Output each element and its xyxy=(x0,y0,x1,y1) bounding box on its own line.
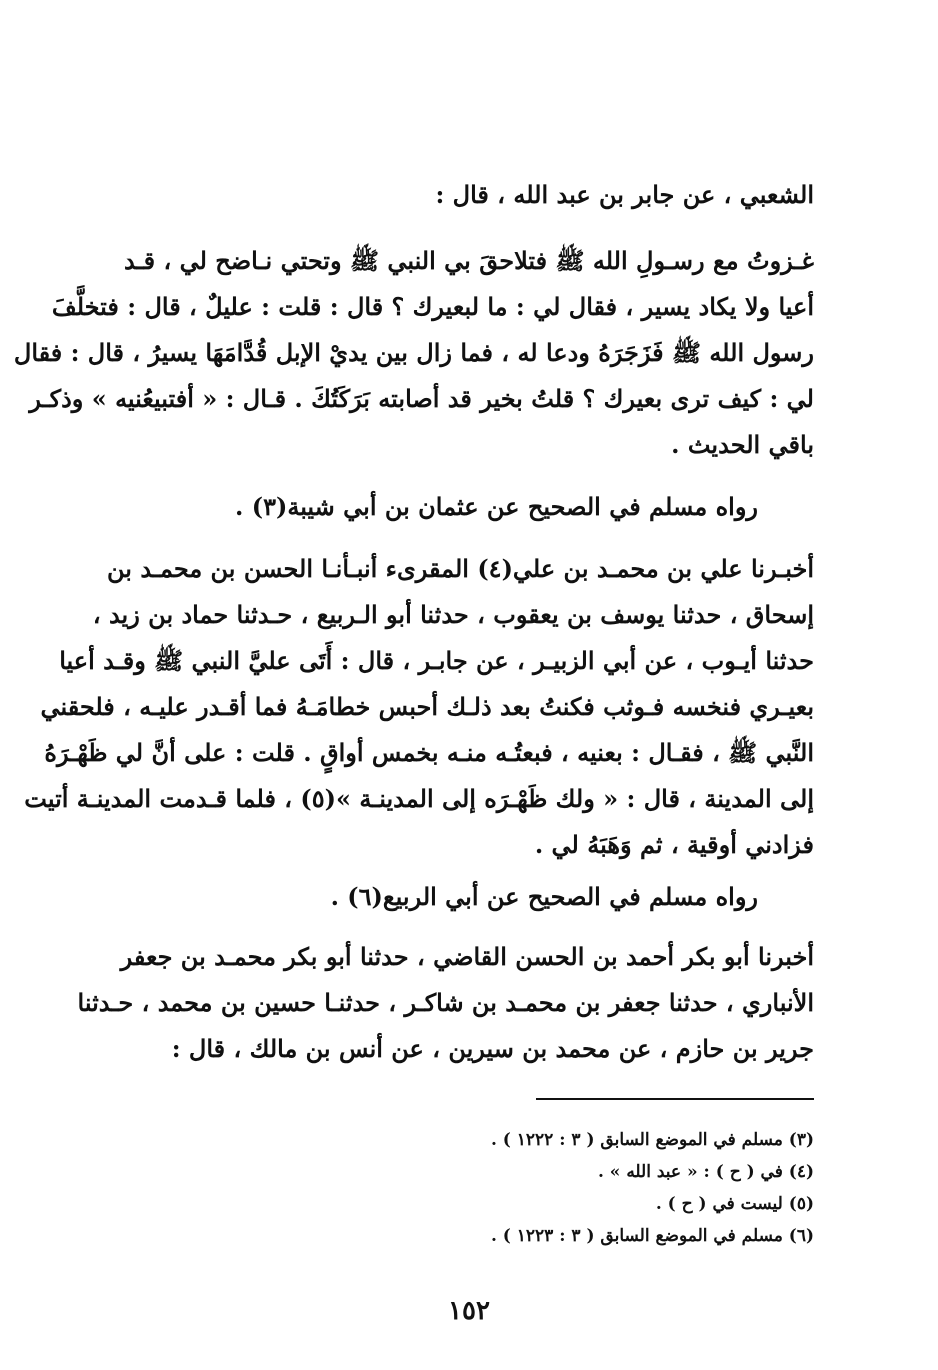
body-line: الشعبي ، عن جابر بن عبد الله ، قال : xyxy=(435,180,814,209)
body-line: حدثنا أيـوب ، عن أبي الزبيـر ، عن جابـر ، قال : أَتَى عليَّ النبي ﷺ وقـد أعيا xyxy=(59,646,814,675)
body-line: لي : كيف ترى بعيرك ؟ قلتُ بخير قد أصابته بَرَكَتُكَ . قـال : « أفتبيعُنيه » وذكـر xyxy=(29,384,814,413)
body-line: بعيـري فنخسه فـوثب فكنتُ بعد ذلـك أحبس خطامَـهُ فما أقـدر عليـه ، فلحقني xyxy=(40,692,814,721)
footnote: (٥) ليست في ( ح ) . xyxy=(655,1194,814,1214)
body-line: إسحاق ، حدثنا يوسف بن يعقوب ، حدثنا أبو الـربيع ، حـدثنا حماد بن زيد ، xyxy=(92,600,814,629)
body-line: غـزوتُ مع رسـولِ الله ﷺ فتلاحقَ بي النبي ﷺ وتحتي نـاضح لي ، قـد xyxy=(124,246,814,275)
body-line: النَّبي ﷺ ، فقـال : بعنيه ، فبعتُـه منـه بخمس أواقٍ . قلت : على أنَّ لي ظَهْـرَهُ xyxy=(44,738,814,767)
footnote-divider xyxy=(536,1098,814,1100)
page-number: ١٥٢ xyxy=(448,1296,490,1326)
footnote: (٣) مسلم في الموضع السابق ( ٣ : ١٢٢٢ ) . xyxy=(490,1130,814,1150)
body-line: إلى المدينة ، قال : « ولك ظَهْـرَه إلى المدينـة »(٥) ، فلما قـدمت المدينـة أتيت xyxy=(24,784,814,813)
body-line: رواه مسلم في الصحيح عن أبي الربيع(٦) . xyxy=(330,882,758,911)
body-line: فزادني أوقية ، ثم وَهَبَهُ لي . xyxy=(534,830,814,859)
body-line: باقي الحديث . xyxy=(671,430,814,459)
body-line: أخبرنا أبو بكر أحمد بن الحسن القاضي ، حدثنا أبو بكر محمـد بن جعفر xyxy=(120,942,814,971)
footnote: (٤) في ( ح ) : « عبد الله » . xyxy=(597,1162,814,1182)
body-line: رواه مسلم في الصحيح عن عثمان بن أبي شيبة(٣) . xyxy=(235,492,758,521)
footnote: (٦) مسلم في الموضع السابق ( ٣ : ١٢٢٣ ) . xyxy=(490,1226,814,1246)
body-line: أعيا ولا يكاد يسير ، فقال لي : ما لبعيرك ؟ قال : قلت : عليلٌ ، قال : فتخلَّفَ xyxy=(51,292,814,321)
body-line: الأنباري ، حدثنا جعفر بن محمـد بن شاكـر ، حدثنـا حسين بن محمد ، حـدثنا xyxy=(77,988,814,1017)
body-line: أخبـرنا علي بن محمـد بن علي(٤) المقرىء أنبـأنـا الحسن بن محمـد بن xyxy=(107,554,814,583)
body-line: جرير بن حازم ، عن محمد بن سيرين ، عن أنس بن مالك ، قال : xyxy=(171,1034,814,1063)
body-line: رسول الله ﷺ فَزَجَرَهُ ودعا له ، فما زال بين يديْ الإبل قُدَّامَهَا يسيرُ ، قال : فقال xyxy=(13,338,814,367)
